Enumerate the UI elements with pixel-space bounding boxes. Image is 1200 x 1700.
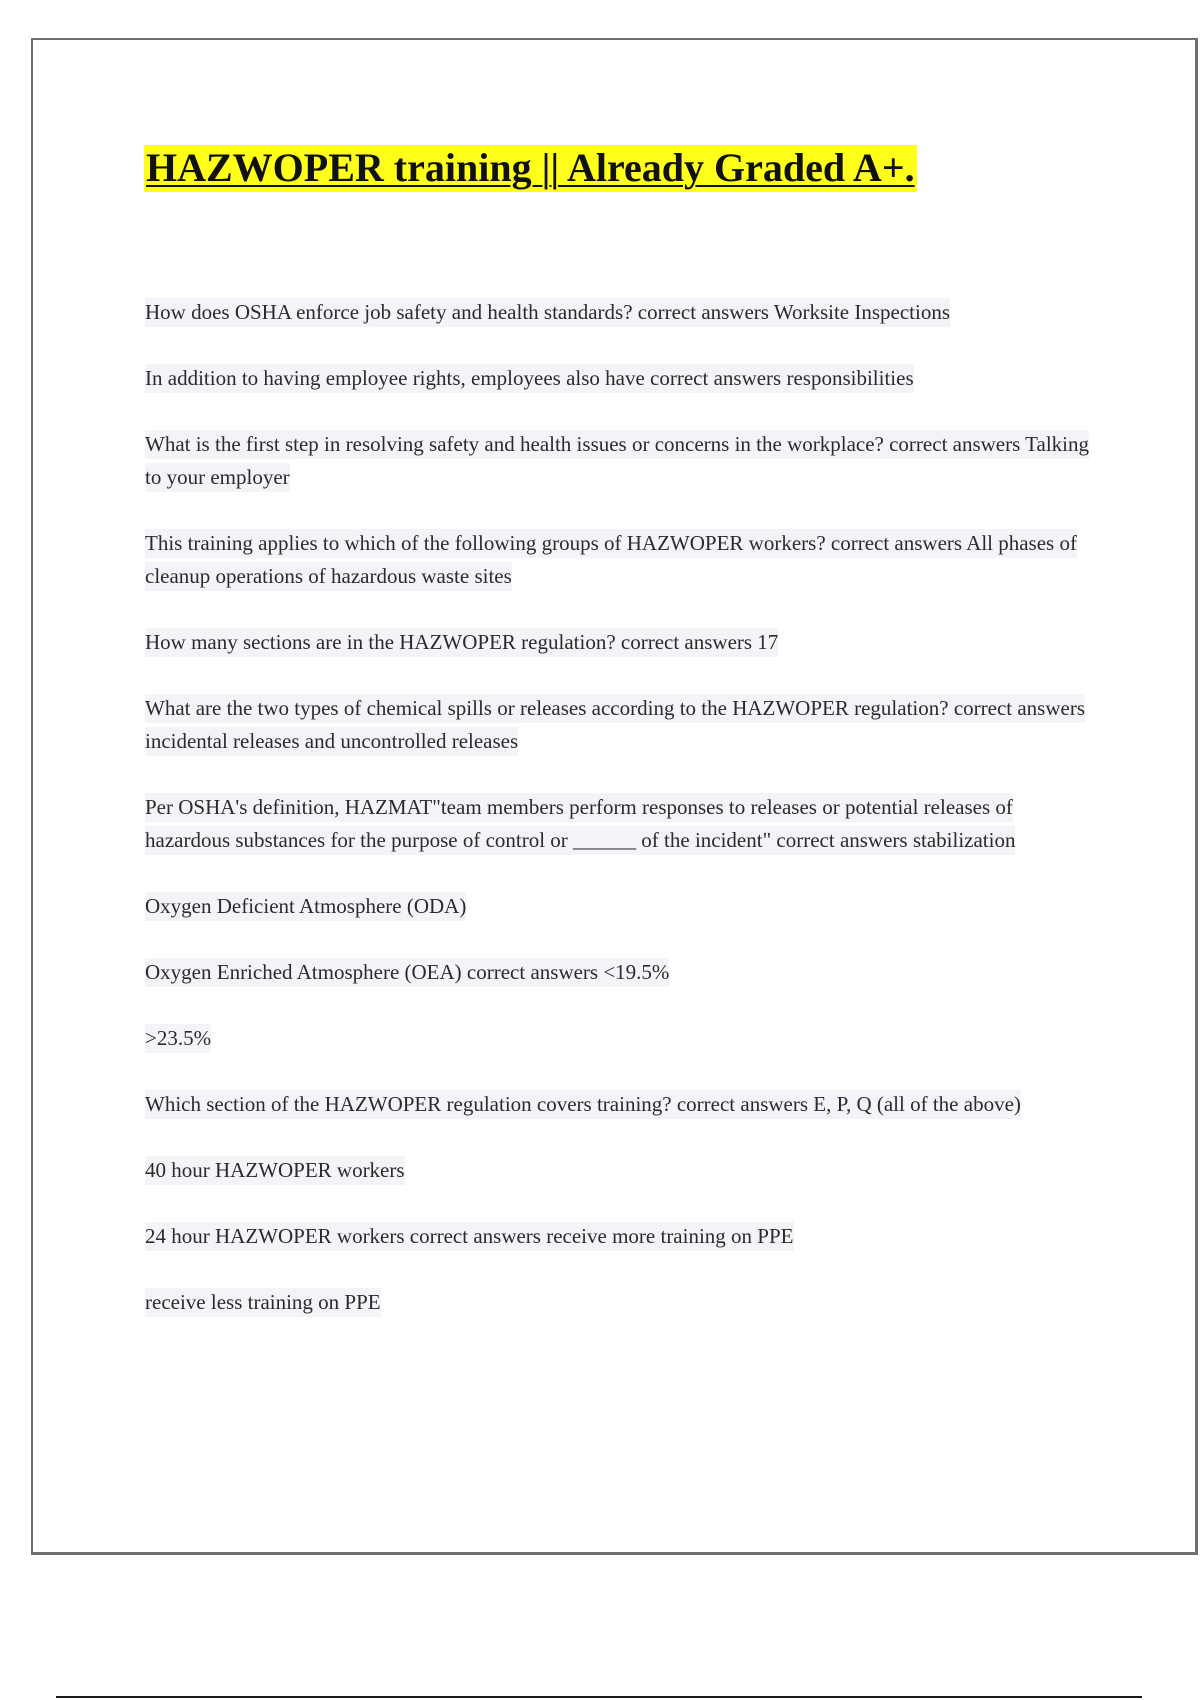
qa-item: What is the first step in resolving safety and health issues or concerns in the workplace? correct answers Talking to your employer [145,428,1095,494]
qa-item: Oxygen Deficient Atmosphere (ODA) [145,890,1095,923]
qa-item: This training applies to which of the following groups of HAZWOPER workers? correct answers All phases of cleanup operations of hazardous waste sites [145,527,1095,593]
qa-item: In addition to having employee rights, employees also have correct answers responsibilities [145,362,1095,395]
document-title [144,144,917,192]
qa-item: 24 hour HAZWOPER workers correct answers receive more training on PPE [145,1220,1095,1253]
qa-item: How does OSHA enforce job safety and health standards? correct answers Worksite Inspections [145,296,1095,329]
qa-item: Per OSHA's definition, HAZMAT"team members perform responses to releases or potential releases of hazardous substances for the purpose of control or ______ of the incident" correct answers stabilization [145,791,1095,857]
qa-list [145,296,1095,1352]
qa-item: How many sections are in the HAZWOPER regulation? correct answers 17 [145,626,1095,659]
qa-item: What are the two types of chemical spills or releases according to the HAZWOPER regulation? correct answers incidental releases and uncontrolled releases [145,692,1095,758]
document-title-text: HAZWOPER training || Already Graded A+. [146,145,915,190]
qa-item: receive less training on PPE [145,1286,1095,1319]
qa-item: >23.5% [145,1022,1095,1055]
qa-item: Oxygen Enriched Atmosphere (OEA) correct answers <19.5% [145,956,1095,989]
qa-item: Which section of the HAZWOPER regulation covers training? correct answers E, P, Q (all of the above) [145,1088,1095,1121]
bottom-rule [56,1696,1142,1698]
qa-item: 40 hour HAZWOPER workers [145,1154,1095,1187]
